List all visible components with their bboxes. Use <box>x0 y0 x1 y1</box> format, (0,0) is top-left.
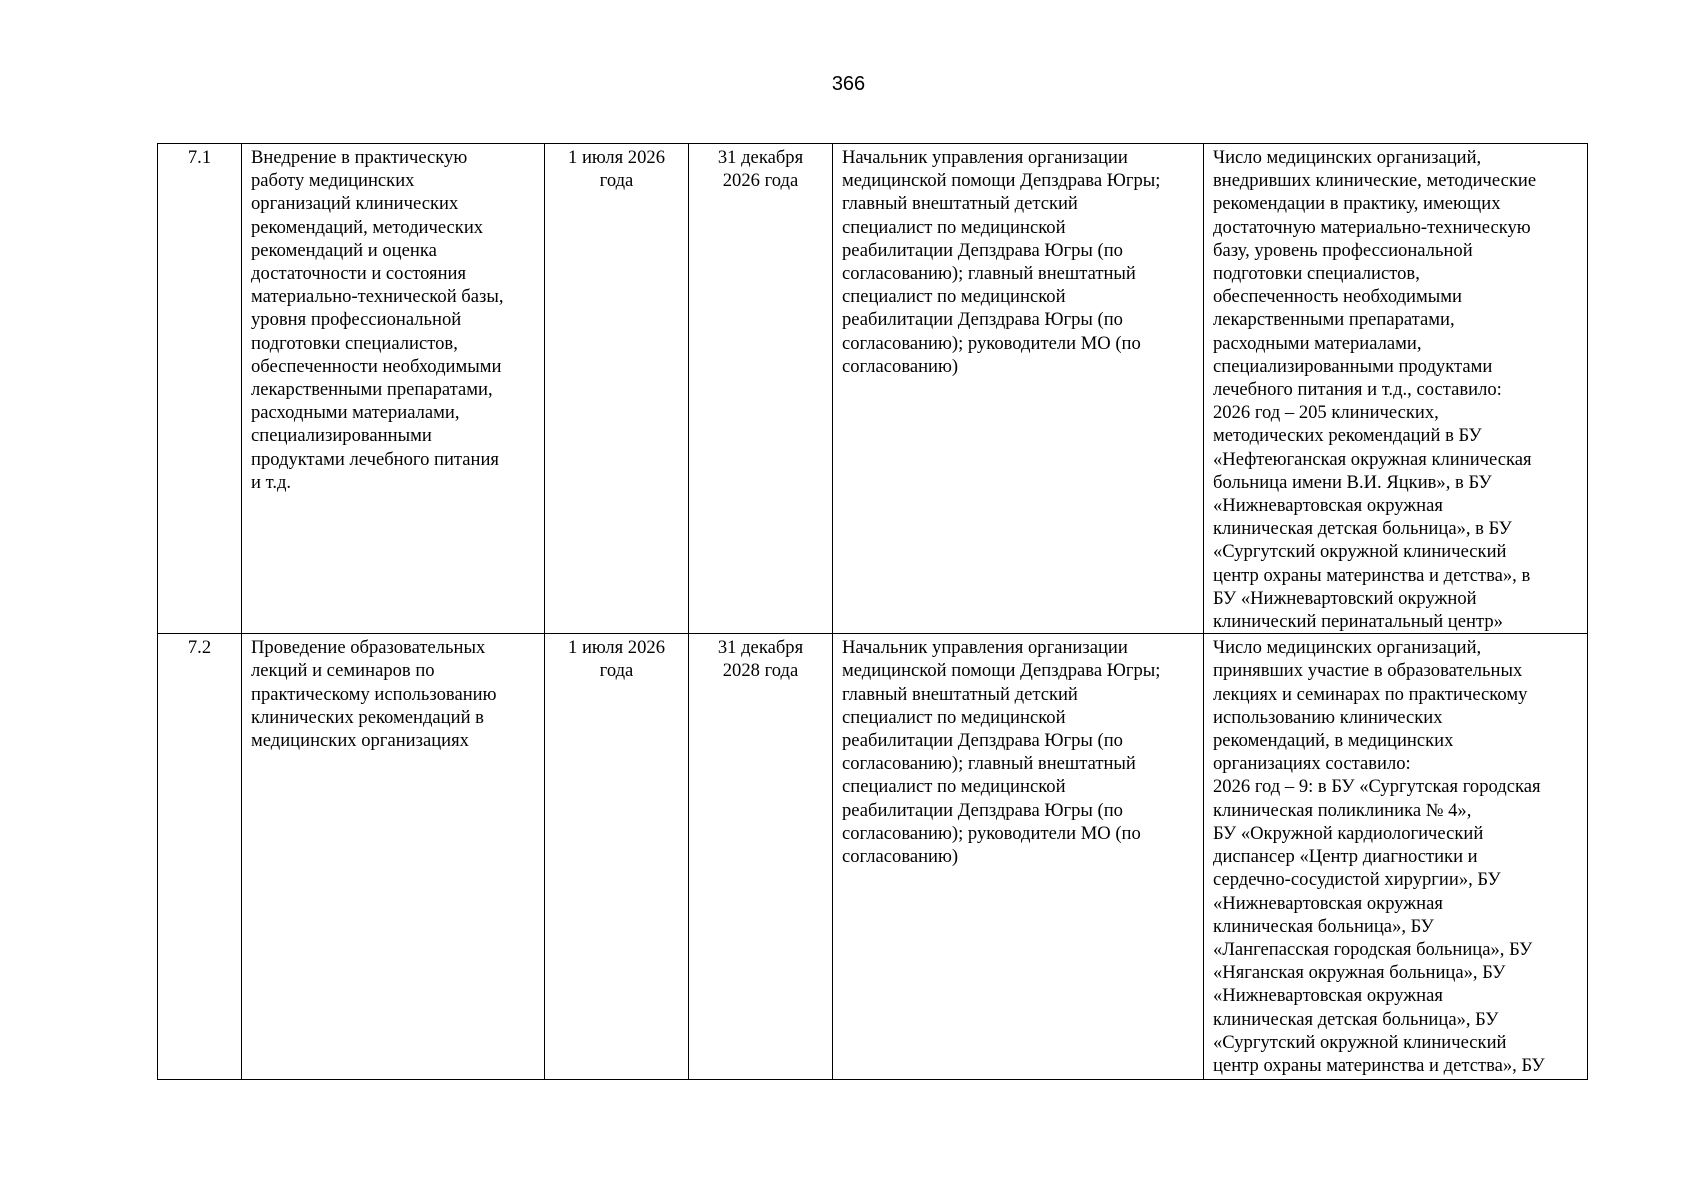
start-date-cell <box>545 634 689 1080</box>
result-line: клиническая детская больница», БУ <box>1213 1008 1499 1030</box>
end-date-cell <box>689 634 833 1080</box>
responsible-line: согласованию); руководители МО (по <box>842 332 1141 354</box>
start-date-line: 1 июля 2026 <box>568 637 665 659</box>
result-line: специализированными продуктами <box>1213 355 1493 377</box>
responsible-line: реабилитации Депздрава Югры (по <box>842 799 1123 821</box>
result-line: клинический перинатальный центр» <box>1213 611 1503 633</box>
result-line: БУ «Окружной кардиологический <box>1213 822 1484 844</box>
result-line: «Нижневартовская окружная <box>1213 495 1443 517</box>
result-line: 2026 год – 205 клинических, <box>1213 402 1439 424</box>
result-line: центр охраны материнства и детства», в <box>1213 564 1531 586</box>
end-date-line: 2026 года <box>722 170 799 192</box>
responsible-line: Начальник управления организации <box>842 637 1128 659</box>
responsible-line: согласованию) <box>842 846 959 868</box>
activity-line: работу медицинских <box>251 170 415 192</box>
result-line: методических рекомендаций в БУ <box>1213 425 1482 447</box>
result-line: «Нефтеюганская окружная клиническая <box>1213 448 1532 470</box>
item-number: 7.1 <box>187 147 212 168</box>
result-line: «Няганская окружная больница», БУ <box>1213 962 1506 984</box>
responsible-line: главный внештатный детский <box>842 193 1078 215</box>
result-line: достаточную материально-техническую <box>1213 216 1531 238</box>
responsible-line: реабилитации Депздрава Югры (по <box>842 730 1123 752</box>
activity-line: подготовки специалистов, <box>251 332 458 354</box>
responsible-line: согласованию); руководители МО (по <box>842 822 1141 844</box>
end-date-line: 31 декабря <box>717 147 804 168</box>
result-line: БУ «Нижневартовский окружной <box>1213 587 1477 609</box>
responsible-line: специалист по медицинской <box>842 286 1066 308</box>
activity-line: специализированными <box>251 425 432 447</box>
responsible-cell <box>833 144 1204 634</box>
responsible-line: специалист по медицинской <box>842 216 1066 238</box>
table-row <box>158 634 1588 1080</box>
result-line: расходными материалами, <box>1213 332 1422 354</box>
result-line: Число медицинских организаций, <box>1213 147 1482 168</box>
responsible-line: согласованию) <box>842 355 959 377</box>
result-line: сердечно-сосудистой хирургии», БУ <box>1213 869 1501 891</box>
item-number-cell <box>158 634 242 1080</box>
activity-line: Внедрение в практическую <box>251 147 468 168</box>
activity-line: медицинских организациях <box>251 730 469 752</box>
activity-line: организаций клинических <box>251 193 459 215</box>
table-row <box>158 144 1588 634</box>
result-line: Число медицинских организаций, <box>1213 637 1482 659</box>
responsible-line: главный внештатный детский <box>842 683 1078 705</box>
end-date-line: 2028 года <box>722 660 799 682</box>
responsible-line: Начальник управления организации <box>842 147 1128 168</box>
result-line: лекарственными препаратами, <box>1213 309 1455 331</box>
result-line: клиническая больница», БУ <box>1213 915 1434 937</box>
activity-line: лекций и семинаров по <box>251 660 435 682</box>
result-cell <box>1204 144 1588 634</box>
responsible-line: специалист по медицинской <box>842 706 1066 728</box>
start-date-line: 1 июля 2026 <box>568 147 665 168</box>
result-line: клиническая детская больница», в БУ <box>1213 518 1512 540</box>
activity-line: достаточности и состояния <box>251 263 467 285</box>
result-line: «Сургутский окружной клинический <box>1213 541 1507 563</box>
result-line: больница имени В.И. Яцкив», в БУ <box>1213 471 1492 493</box>
result-line: центр охраны материнства и детства», БУ <box>1213 1054 1545 1076</box>
result-line: рекомендации в практику, имеющих <box>1213 193 1501 215</box>
plan-table <box>157 143 1588 1080</box>
end-date-line: 31 декабря <box>717 637 804 659</box>
responsible-cell <box>833 634 1204 1080</box>
result-line: «Нижневартовская окружная <box>1213 892 1443 914</box>
item-number: 7.2 <box>187 637 212 659</box>
result-line: диспансер «Центр диагностики и <box>1213 846 1478 868</box>
activity-line: расходными материалами, <box>251 402 460 424</box>
activity-cell <box>242 144 545 634</box>
activity-line: лекарственными препаратами, <box>251 379 493 401</box>
start-date-line: года <box>599 660 634 682</box>
responsible-line: согласованию); главный внештатный <box>842 753 1136 775</box>
responsible-line: реабилитации Депздрава Югры (по <box>842 309 1123 331</box>
activity-cell <box>242 634 545 1080</box>
result-line: рекомендаций, в медицинских <box>1213 730 1454 752</box>
responsible-line: специалист по медицинской <box>842 776 1066 798</box>
responsible-line: согласованию); главный внештатный <box>842 263 1136 285</box>
activity-line: клинических рекомендаций в <box>251 706 484 728</box>
activity-line: рекомендаций, методических <box>251 216 484 238</box>
activity-line: материально-технической базы, <box>251 286 504 308</box>
result-cell <box>1204 634 1588 1080</box>
page-number: 366 <box>831 73 866 95</box>
activity-line: практическому использованию <box>251 683 497 705</box>
end-date-cell <box>689 144 833 634</box>
responsible-line: реабилитации Депздрава Югры (по <box>842 239 1123 261</box>
start-date-cell <box>545 144 689 634</box>
result-line: обеспеченность необходимыми <box>1213 286 1462 308</box>
item-number-cell <box>158 144 242 634</box>
result-line: использованию клинических <box>1213 706 1443 728</box>
result-line: внедривших клинические, методические <box>1213 170 1537 192</box>
responsible-line: медицинской помощи Депздрава Югры; <box>842 170 1161 192</box>
result-line: клиническая поликлиника № 4», <box>1213 799 1472 821</box>
activity-line: уровня профессиональной <box>251 309 462 331</box>
result-line: 2026 год – 9: в БУ «Сургутская городская <box>1213 776 1541 798</box>
activity-line: рекомендаций и оценка <box>251 239 437 261</box>
result-line: базу, уровень профессиональной <box>1213 239 1473 261</box>
result-line: «Сургутский окружной клинический <box>1213 1031 1507 1053</box>
result-line: лечебного питания и т.д., составило: <box>1213 379 1502 401</box>
result-line: организациях составило: <box>1213 753 1411 775</box>
start-date-line: года <box>599 170 634 192</box>
result-line: принявших участие в образовательных <box>1213 660 1523 682</box>
result-line: лекциях и семинарах по практическому <box>1213 683 1528 705</box>
result-line: «Нижневартовская окружная <box>1213 985 1443 1007</box>
result-line: подготовки специалистов, <box>1213 263 1420 285</box>
activity-line: Проведение образовательных <box>251 637 486 659</box>
activity-line: и т.д. <box>251 471 292 493</box>
activity-line: продуктами лечебного питания <box>251 448 499 470</box>
activity-line: обеспеченности необходимыми <box>251 355 502 377</box>
result-line: «Лангепасская городская больница», БУ <box>1213 938 1533 960</box>
responsible-line: медицинской помощи Депздрава Югры; <box>842 660 1161 682</box>
